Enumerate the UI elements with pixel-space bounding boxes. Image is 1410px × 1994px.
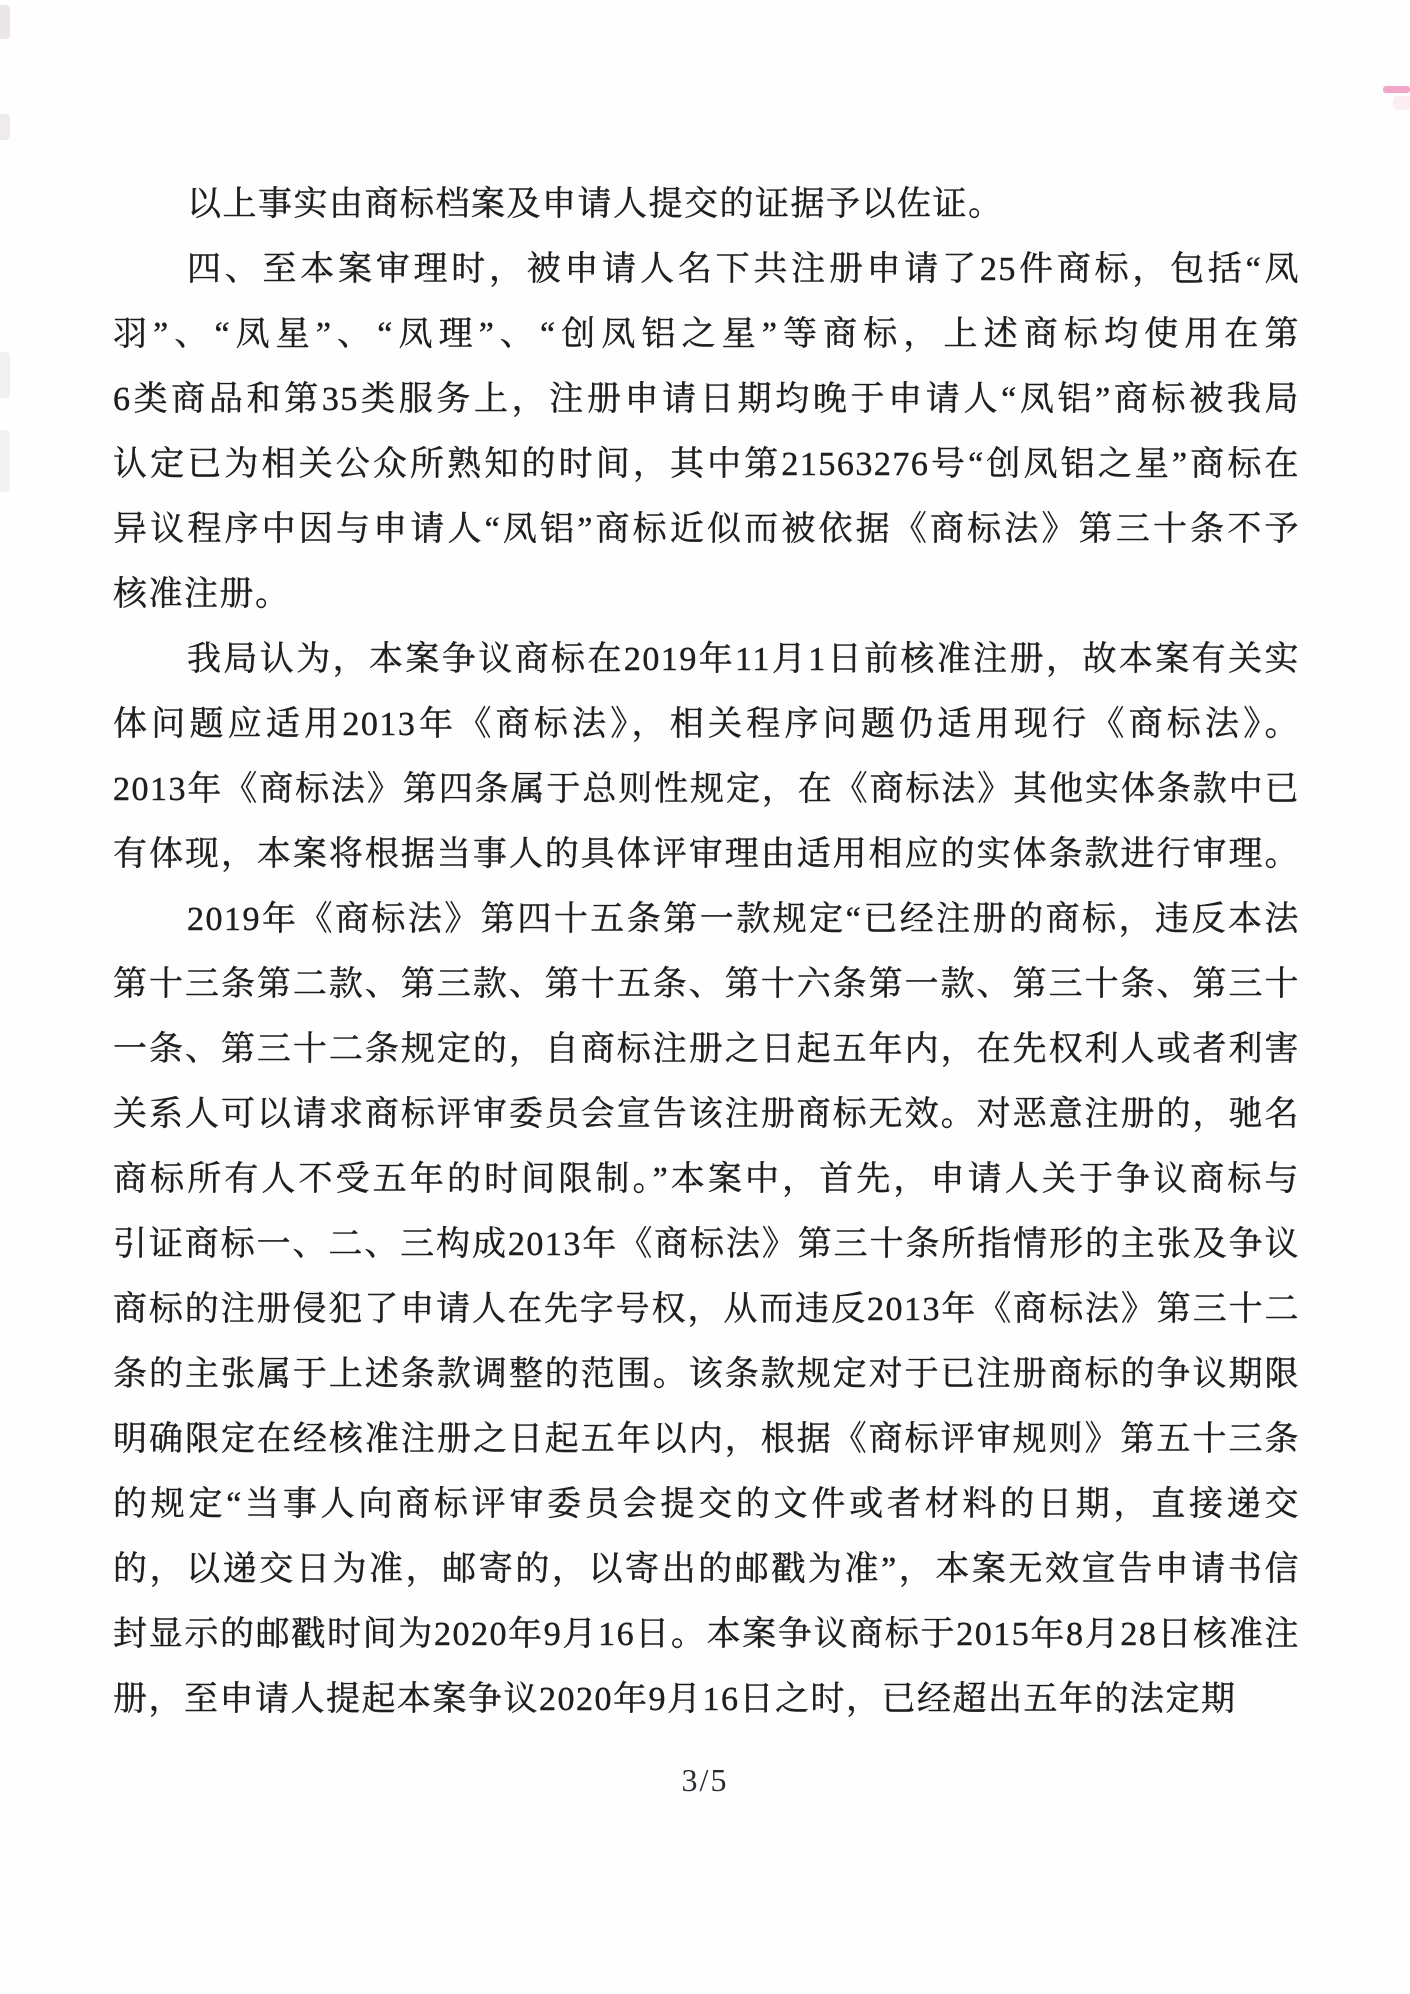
pink-highlighter-smudge bbox=[1393, 96, 1410, 110]
scan-edge-smudge bbox=[0, 114, 10, 140]
text-line: 羽”、“凤星”、“凤理”、“创凤铝之星”等商标，上述商标均使用在第 bbox=[113, 316, 1300, 353]
scan-edge-smudge bbox=[0, 352, 10, 398]
text-line: 明确限定在经核准注册之日起五年以内，根据《商标评审规则》第五十三条 bbox=[113, 1421, 1300, 1458]
text-line: 的规定“当事人向商标评审委员会提交的文件或者材料的日期，直接递交 bbox=[113, 1486, 1300, 1523]
text-line: 体问题应适用2013年《商标法》，相关程序问题仍适用现行《商标法》。 bbox=[113, 706, 1300, 743]
page-number: 3/5 bbox=[681, 1762, 729, 1798]
text-line: 的，以递交日为准，邮寄的，以寄出的邮戳为准”，本案无效宣告申请书信 bbox=[113, 1551, 1300, 1588]
scan-edge-smudge bbox=[0, 5, 10, 39]
text-line: 一条、第三十二条规定的，自商标注册之日起五年内，在先权利人或者利害 bbox=[113, 1031, 1300, 1068]
document-body-text bbox=[113, 172, 1300, 1732]
text-line: 引证商标一、二、三构成2013年《商标法》第三十条所指情形的主张及争议 bbox=[113, 1226, 1300, 1263]
text-line: 封显示的邮戳时间为2020年9月16日。本案争议商标于2015年8月28日核准注 bbox=[113, 1616, 1300, 1653]
text-line: 有体现，本案将根据当事人的具体评审理由适用相应的实体条款进行审理。 bbox=[113, 836, 1300, 873]
text-line: 异议程序中因与申请人“凤铝”商标近似而被依据《商标法》第三十条不予 bbox=[113, 511, 1300, 548]
text-line: 认定已为相关公众所熟知的时间，其中第21563276号“创凤铝之星”商标在 bbox=[113, 446, 1300, 483]
text-line: 关系人可以请求商标评审委员会宣告该注册商标无效。对恶意注册的，驰名 bbox=[113, 1096, 1300, 1133]
scan-edge-smudge bbox=[0, 430, 10, 492]
text-line: 6类商品和第35类服务上，注册申请日期均晚于申请人“凤铝”商标被我局 bbox=[113, 381, 1300, 418]
text-line: 商标所有人不受五年的时间限制。”本案中，首先，申请人关于争议商标与 bbox=[113, 1161, 1300, 1198]
text-line: 以上事实由商标档案及申请人提交的证据予以佐证。 bbox=[187, 186, 1004, 223]
text-line: 2019年《商标法》第四十五条第一款规定“已经注册的商标，违反本法 bbox=[187, 901, 1300, 938]
text-line: 条的主张属于上述条款调整的范围。该条款规定对于已注册商标的争议期限 bbox=[113, 1356, 1300, 1393]
text-line: 我局认为，本案争议商标在2019年11月1日前核准注册，故本案有关实 bbox=[187, 641, 1300, 678]
text-line: 第十三条第二款、第三款、第十五条、第十六条第一款、第三十条、第三十 bbox=[113, 966, 1300, 1003]
pink-highlighter-mark bbox=[1383, 86, 1410, 93]
text-line: 册，至申请人提起本案争议2020年9月16日之时，已经超出五年的法定期 bbox=[113, 1681, 1237, 1718]
text-line: 核准注册。 bbox=[113, 576, 291, 613]
text-line: 2013年《商标法》第四条属于总则性规定，在《商标法》其他实体条款中已 bbox=[113, 771, 1300, 808]
text-line: 四、至本案审理时，被申请人名下共注册申请了25件商标，包括“凤 bbox=[187, 251, 1300, 288]
text-line: 商标的注册侵犯了申请人在先字号权，从而违反2013年《商标法》第三十二 bbox=[113, 1291, 1300, 1328]
